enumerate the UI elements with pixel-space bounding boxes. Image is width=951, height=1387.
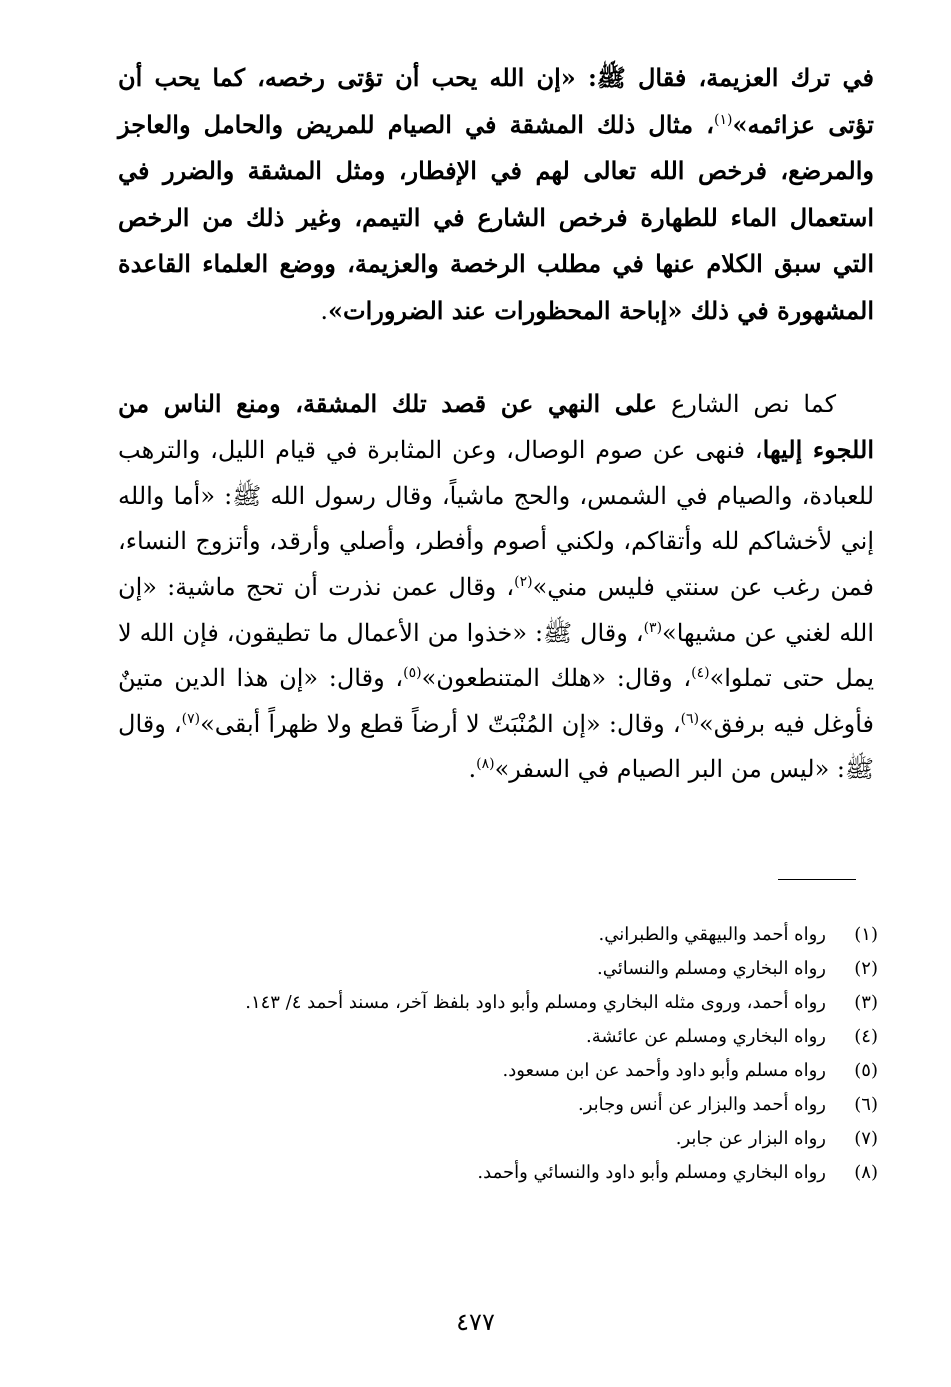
footnote-text: رواه البخاري ومسلم وأبو داود والنسائي وأحمد. (477, 1162, 826, 1183)
legal-maxim: «إباحة المحظورات عند الضرورات» (327, 295, 683, 325)
footnote-text: رواه مسلم وأبو داود وأحمد عن ابن مسعود. (502, 1060, 826, 1081)
paragraph-2-sentence-6: ، وقال: «إن هذا الدين متينٌ فأوغل فيه برفق» (118, 664, 874, 738)
footnote-ref-7: (٧) (181, 710, 201, 727)
footnote-ref-4: (٤) (691, 665, 710, 682)
paragraph-1-sentence-2: ، مثال ذلك المشقة في الصيام للمريض والحامل والعاجز والمرضع، فرخص الله تعالى لهم في الإفطار، ومثل المشقة والضرر في استعمال الماء للطهارة فرخص الشارع في التيمم، وغير ذلك من الرخص التي سبق الكلام عنها في مطلب الرخصة والعزيمة، ووضع العلماء القاعدة المشهورة في ذلك (118, 109, 874, 325)
main-text (118, 55, 874, 793)
footnote-item (118, 952, 878, 986)
paragraph-2-sentence-1: كما نص الشارع (657, 389, 836, 418)
footnote-divider (778, 879, 856, 880)
footnote-number: (٤) (854, 1026, 878, 1047)
footnote-ref-3: (٣) (643, 619, 663, 636)
paragraph-1-sentence-1: في ترك العزيمة، فقال ﷺ: «إن الله يحب أن تؤتى رخصه، كما يحب أن تؤتى عزائمه» (118, 63, 874, 139)
footnotes-list (118, 918, 878, 1190)
footnote-item (118, 918, 878, 952)
footnote-ref-5: (٥) (403, 665, 422, 682)
footnote-ref-2: (٢) (514, 573, 533, 590)
footnote-item (118, 1156, 878, 1190)
paragraph-2-bold-phrase: على النهي عن قصد تلك المشقة، ومنع الناس من اللجوء إليها (118, 388, 874, 465)
footnote-number: (١) (854, 924, 878, 945)
paragraph-2-sentence-8: ، وقال ﷺ: «ليس من البر الصيام في السفر» (118, 709, 874, 784)
footnote-item (118, 1088, 878, 1122)
footnote-item (118, 1122, 878, 1156)
footnote-number: (٢) (854, 958, 878, 979)
footnote-ref-6: (٦) (680, 710, 700, 727)
footnote-item (118, 1020, 878, 1054)
footnote-text: رواه البزار عن جابر. (675, 1128, 826, 1149)
paragraph-1-end: . (320, 296, 328, 325)
footnote-text: رواه أحمد والبيهقي والطبراني. (598, 924, 826, 945)
footnote-item (118, 1054, 878, 1088)
paragraph-2-sentence-7: ، وقال: «إن المُنْبَتّ لا أرضاً قطع ولا ظهراً أبقى» (200, 709, 681, 738)
paragraph-2-sentence-3: ، وقال عمن نذرت أن تحج ماشية: «إن الله لغني عن مشيها» (118, 572, 874, 647)
paragraph-2-sentence-5: ، وقال: «هلك المتنطعون» (421, 664, 692, 693)
paragraph-2 (118, 381, 874, 793)
footnote-text: رواه البخاري ومسلم عن عائشة. (586, 1026, 826, 1047)
paragraph-2-end: . (468, 755, 477, 784)
footnote-number: (٨) (854, 1162, 878, 1183)
paragraph-2-sentence-4: ، وقال ﷺ: «خذوا من الأعمال ما تطيقون، فإن الله لا يمل حتى تملوا» (118, 618, 875, 693)
footnote-number: (٦) (854, 1094, 878, 1115)
footnote-text: رواه أحمد والبزار عن أنس وجابر. (577, 1094, 826, 1115)
footnote-number: (٣) (854, 992, 878, 1013)
footnote-text: رواه البخاري ومسلم والنسائي. (597, 958, 826, 979)
footnote-number: (٥) (854, 1060, 878, 1081)
footnote-ref-8: (٨) (476, 756, 495, 773)
footnote-text: رواه أحمد، وروى مثله البخاري ومسلم وأبو داود بلفظ آخر، مسند أحمد ٤/ ١٤٣. (245, 992, 826, 1013)
page-number: ٤٧٧ (456, 1308, 495, 1336)
paragraph-2-sentence-2: ، فنهى عن صوم الوصال، وعن المثابرة في قيام الليل، والترهب للعبادة، والصيام في الشمس، والحج ماشياً، وقال رسول الله ﷺ: «أما والله إني لأخشاكم لله وأتقاكم، ولكني أصوم وأفطر، وأصلي وأرقد، وأتزوج النساء، فمن رغب عن سنتي فليس مني» (118, 436, 875, 601)
footnote-item (118, 986, 878, 1020)
footnote-ref-1: (١) (714, 111, 733, 128)
footnote-number: (٧) (854, 1128, 878, 1149)
paragraph-1 (118, 55, 874, 335)
